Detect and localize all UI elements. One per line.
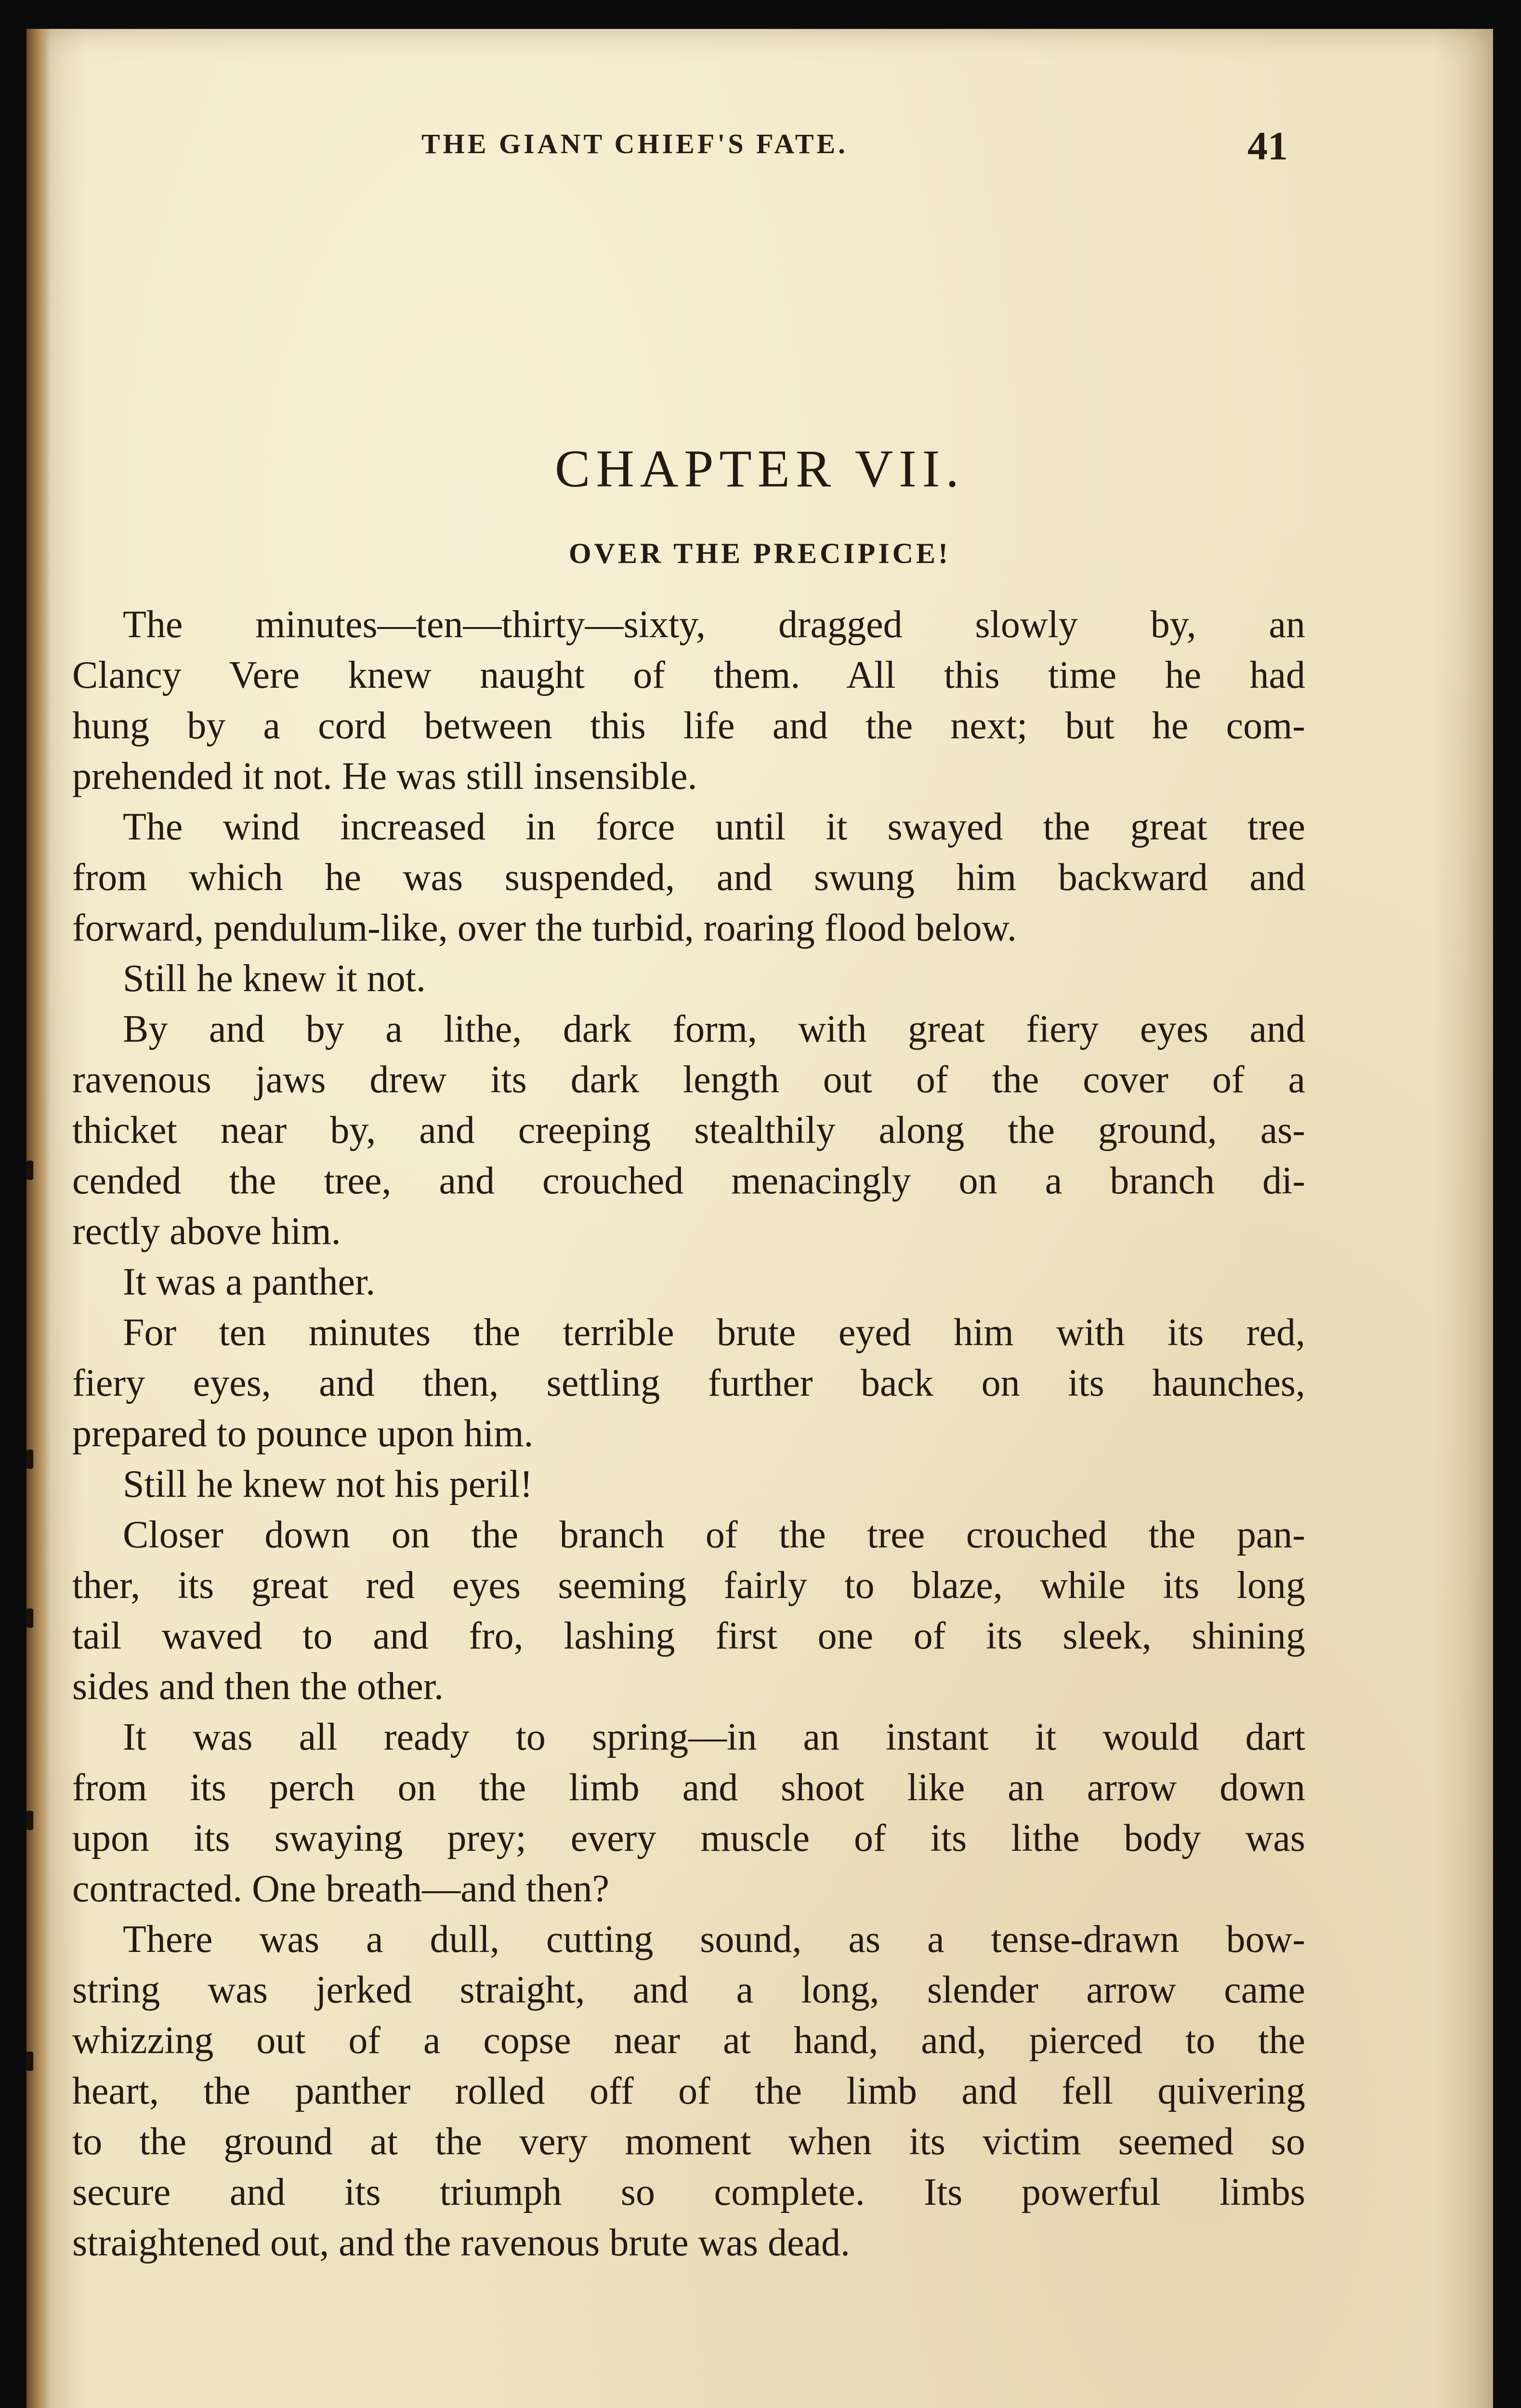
text-line: There was a dull, cutting sound, as a tense-drawn bow- <box>123 1918 1305 1961</box>
text-line: Closer down on the branch of the tree crouched the pan- <box>123 1514 1305 1556</box>
text-line: Clancy Vere knew naught of them. All this time he had <box>72 654 1305 696</box>
text-line: hung by a cord between this life and the next; but he com- <box>72 705 1305 747</box>
edge-mark <box>26 1609 33 1628</box>
text-line: heart, the panther rolled off of the limb and fell quivering <box>72 2070 1305 2112</box>
text-line: rectly above him. <box>72 1210 341 1253</box>
text-line: upon its swaying prey; every muscle of its lithe body was <box>72 1817 1305 1859</box>
text-line: Still he knew it not. <box>123 957 426 1000</box>
text-line: By and by a lithe, dark form, with great fiery eyes and <box>123 1008 1305 1050</box>
text-line: fiery eyes, and then, settling further back on its haunches, <box>72 1362 1305 1404</box>
text-line: Still he knew not his peril! <box>123 1463 533 1505</box>
text-line: whizzing out of a copse near at hand, and, pierced to the <box>72 2019 1305 2062</box>
text-line: to the ground at the very moment when its victim seemed so <box>72 2120 1305 2163</box>
text-line: sides and then the other. <box>72 1665 444 1708</box>
body-text <box>72 600 1305 2268</box>
text-line: thicket near by, and creeping stealthily along the ground, as- <box>72 1109 1305 1152</box>
running-head: THE GIANT CHIEF'S FATE. <box>421 128 848 159</box>
text-line: string was jerked straight, and a long, slender arrow came <box>72 1969 1305 2011</box>
edge-mark <box>26 2052 33 2071</box>
edge-mark <box>26 1450 33 1469</box>
book-page <box>26 29 1493 2408</box>
text-line: The wind increased in force until it swayed the great tree <box>123 806 1305 848</box>
text-line: secure and its triumph so complete. Its powerful limbs <box>72 2171 1305 2213</box>
text-line: It was all ready to spring—in an instant it would dart <box>123 1716 1305 1758</box>
text-line: from its perch on the limb and shoot like an arrow down <box>72 1767 1305 1809</box>
text-line: prepared to pounce upon him. <box>72 1413 534 1455</box>
text-line: tail waved to and fro, lashing first one of its sleek, shining <box>72 1615 1305 1657</box>
chapter-title: CHAPTER VII. <box>555 439 965 498</box>
text-line: straightened out, and the ravenous brute was dead. <box>72 2222 851 2264</box>
text-line: ther, its great red eyes seeming fairly to blaze, while its long <box>72 1564 1305 1607</box>
chapter-subtitle: OVER THE PRECIPICE! <box>569 537 951 569</box>
text-line: cended the tree, and crouched menacingly on a branch di- <box>72 1160 1305 1202</box>
text-line: The minutes—ten—thirty—sixty, dragged slowly by, an <box>123 603 1305 646</box>
page-gutter <box>26 29 51 2408</box>
text-line: ravenous jaws drew its dark length out of the cover of a <box>72 1059 1305 1101</box>
edge-mark <box>26 1811 33 1830</box>
page-number: 41 <box>1247 124 1288 169</box>
text-line: prehended it not. He was still insensible. <box>72 755 697 798</box>
text-line: from which he was suspended, and swung him backward and <box>72 856 1305 899</box>
text-line: For ten minutes the terrible brute eyed him with its red, <box>123 1311 1305 1354</box>
edge-mark <box>26 1161 33 1180</box>
text-line: forward, pendulum-like, over the turbid, roaring flood below. <box>72 907 1017 949</box>
text-line: It was a panther. <box>123 1261 376 1303</box>
text-line: contracted. One breath—and then? <box>72 1868 610 1910</box>
